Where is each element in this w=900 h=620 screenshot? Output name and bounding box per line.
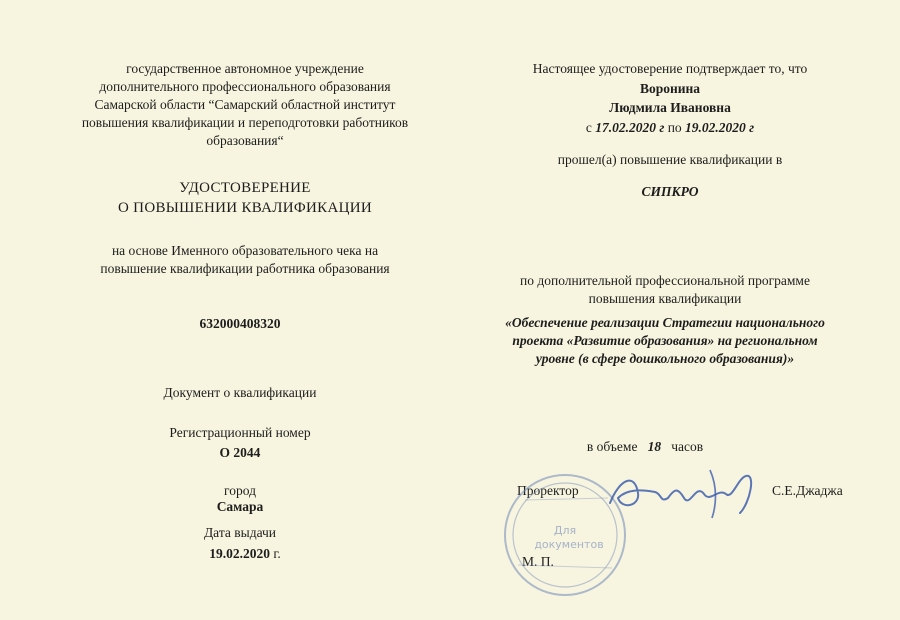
- volume-hours: 18: [647, 439, 662, 454]
- document-title: [60, 178, 430, 218]
- document-title-line: О ПОВЫШЕНИИ КВАЛИФИКАЦИИ: [118, 200, 372, 216]
- seal-place-label: М. П.: [522, 554, 554, 569]
- issue-date-label: Дата выдачи: [203, 525, 277, 540]
- program-title-line: «Обеспечение реализации Стратегии национального: [505, 315, 825, 330]
- institution-line: дополнительного профессионального образования: [99, 79, 391, 94]
- organization-name: СИПКРО: [641, 184, 699, 199]
- issue-date: [170, 545, 320, 563]
- signer-role: Проректор: [517, 483, 579, 498]
- city-value: Самара: [216, 499, 264, 514]
- certificate-number: 632000408320: [199, 316, 281, 331]
- period-start-date: 17.02.2020 г: [595, 120, 665, 135]
- institution-line: образования“: [206, 133, 284, 148]
- issue-date-suffix: г.: [273, 546, 281, 561]
- volume-prefix: в объеме: [586, 439, 638, 454]
- holder-surname: Воронина: [639, 81, 701, 96]
- signer-name: С.Е.Джаджа: [772, 483, 843, 498]
- period-mid: по: [667, 120, 682, 135]
- basis-text: [60, 242, 430, 278]
- stamp-text-line: документов: [534, 538, 604, 551]
- signature: [600, 458, 780, 528]
- registration-number: О 2044: [219, 445, 261, 460]
- passed-text: прошел(а) повышение квалификации в: [557, 152, 783, 167]
- institution-line: Самарской области “Самарский областной институт: [94, 97, 396, 112]
- program-intro: [490, 272, 840, 308]
- issue-date-value: 19.02.2020: [209, 546, 270, 561]
- program-title-line: проекта «Развитие образования» на региональном: [512, 333, 818, 348]
- basis-line: повышение квалификации работника образования: [100, 261, 390, 276]
- stamp-text-line: Для: [553, 524, 577, 537]
- institution-line: повышения квалификации и переподготовки работников: [81, 115, 409, 130]
- registration-label: Регистрационный номер: [169, 425, 311, 440]
- institution-line: государственное автономное учреждение: [126, 61, 364, 76]
- city-label: город: [224, 483, 256, 498]
- program-intro-line: повышения квалификации: [588, 291, 742, 306]
- program-volume: [565, 438, 725, 456]
- period-end-date: 19.02.2020 г: [685, 120, 755, 135]
- program-title-line: уровне (в сфере дошкольного образования)»: [535, 351, 795, 366]
- study-period: [540, 119, 800, 137]
- program-title: [470, 314, 860, 368]
- holder-name: Людмила Ивановна: [609, 100, 731, 115]
- institution-name: [60, 60, 430, 150]
- program-intro-line: по дополнительной профессиональной программе: [520, 273, 810, 288]
- volume-suffix: часов: [671, 439, 704, 454]
- basis-line: на основе Именного образовательного чека на: [111, 243, 379, 258]
- period-prefix: с: [585, 120, 592, 135]
- document-title-line: УДОСТОВЕРЕНИЕ: [179, 180, 311, 196]
- confirmation-intro: Настоящее удостоверение подтверждает то, что: [532, 61, 808, 76]
- document-type: Документ о квалификации: [163, 385, 317, 400]
- signature-graphic: [600, 458, 780, 528]
